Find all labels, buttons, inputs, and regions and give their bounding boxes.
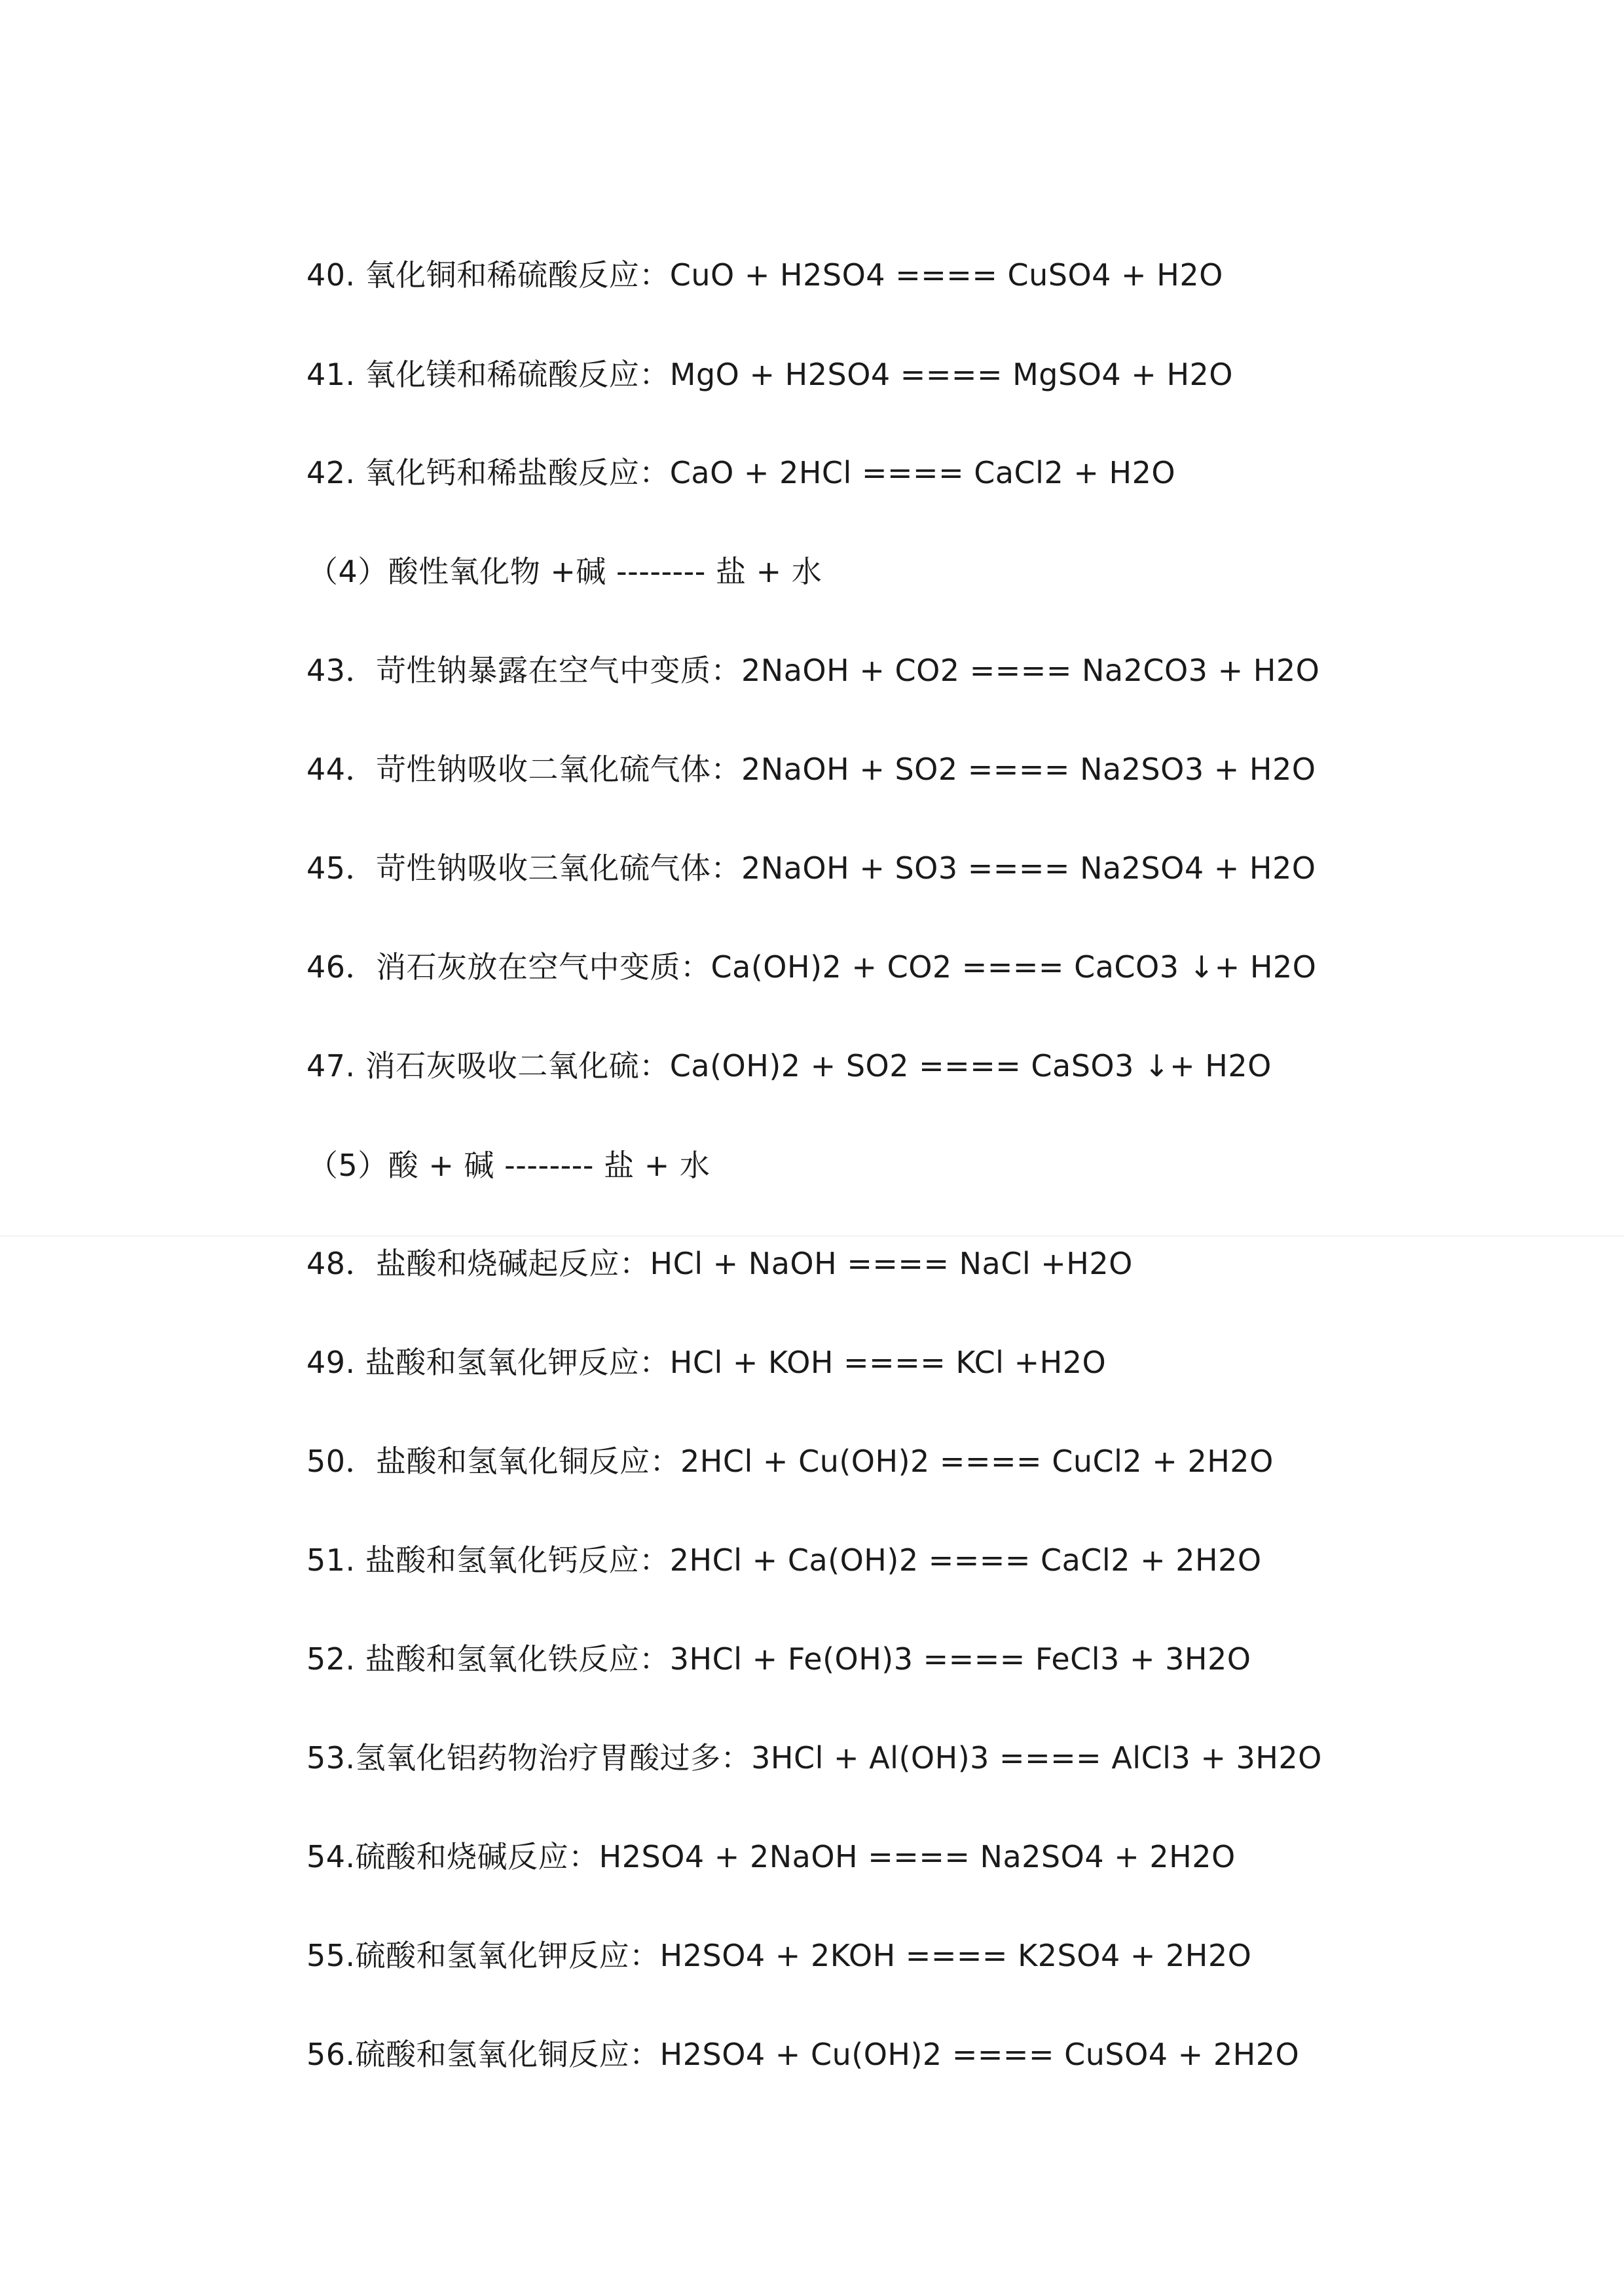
equation-line-51: 51. 盐酸和氢氧化钙反应：2HCl + Ca(OH)2 ==== CaCl2 + 2H2O xyxy=(306,1542,1262,1578)
equation-line-49: 49. 盐酸和氢氧化钾反应：HCl + KOH ==== KCl +H2O xyxy=(306,1345,1107,1380)
equation-line-42: 42. 氧化钙和稀盐酸反应：CaO + 2HCl ==== CaCl2 + H2O xyxy=(306,455,1176,490)
equation-line-52: 52. 盐酸和氢氧化铁反应：3HCl + Fe(OH)3 ==== FeCl3 + 3H2O xyxy=(306,1641,1251,1677)
equation-line-41: 41. 氧化镁和稀硫酸反应：MgO + H2SO4 ==== MgSO4 + H2O xyxy=(306,357,1234,392)
section-heading-4: （4）酸性氧化物 +碱 -------- 盐 + 水 xyxy=(308,554,822,589)
equation-line-54: 54.硫酸和烧碱反应：H2SO4 + 2NaOH ==== Na2SO4 + 2H2O xyxy=(306,1839,1236,1874)
equation-line-40: 40. 氧化铜和稀硫酸反应：CuO + H2SO4 ==== CuSO4 + H2O xyxy=(306,257,1223,293)
equation-line-56: 56.硫酸和氢氧化铜反应：H2SO4 + Cu(OH)2 ==== CuSO4 + 2H2O xyxy=(306,2037,1300,2072)
equation-line-46: 46．消石灰放在空气中变质：Ca(OH)2 + CO2 ==== CaCO3 ↓+ H2O xyxy=(306,949,1317,985)
equation-line-48: 48．盐酸和烧碱起反应：HCl + NaOH ==== NaCl +H2O xyxy=(306,1246,1133,1281)
equation-line-53: 53.氢氧化铝药物治疗胃酸过多：3HCl + Al(OH)3 ==== AlCl3 + 3H2O xyxy=(306,1740,1322,1776)
equation-line-44: 44．苛性钠吸收二氧化硫气体：2NaOH + SO2 ==== Na2SO3 + H2O xyxy=(306,752,1316,787)
equation-line-50: 50．盐酸和氢氧化铜反应：2HCl + Cu(OH)2 ==== CuCl2 + 2H2O xyxy=(306,1444,1274,1479)
equation-line-47: 47. 消石灰吸收二氧化硫：Ca(OH)2 + SO2 ==== CaSO3 ↓+ H2O xyxy=(306,1048,1272,1084)
equation-line-43: 43．苛性钠暴露在空气中变质：2NaOH + CO2 ==== Na2CO3 + H2O xyxy=(306,653,1320,688)
equation-line-55: 55.硫酸和氢氧化钾反应：H2SO4 + 2KOH ==== K2SO4 + 2H2O xyxy=(306,1938,1252,1973)
section-heading-5: （5）酸 + 碱 -------- 盐 + 水 xyxy=(308,1148,710,1183)
equation-line-45: 45．苛性钠吸收三氧化硫气体：2NaOH + SO3 ==== Na2SO4 + H2O xyxy=(306,850,1316,886)
